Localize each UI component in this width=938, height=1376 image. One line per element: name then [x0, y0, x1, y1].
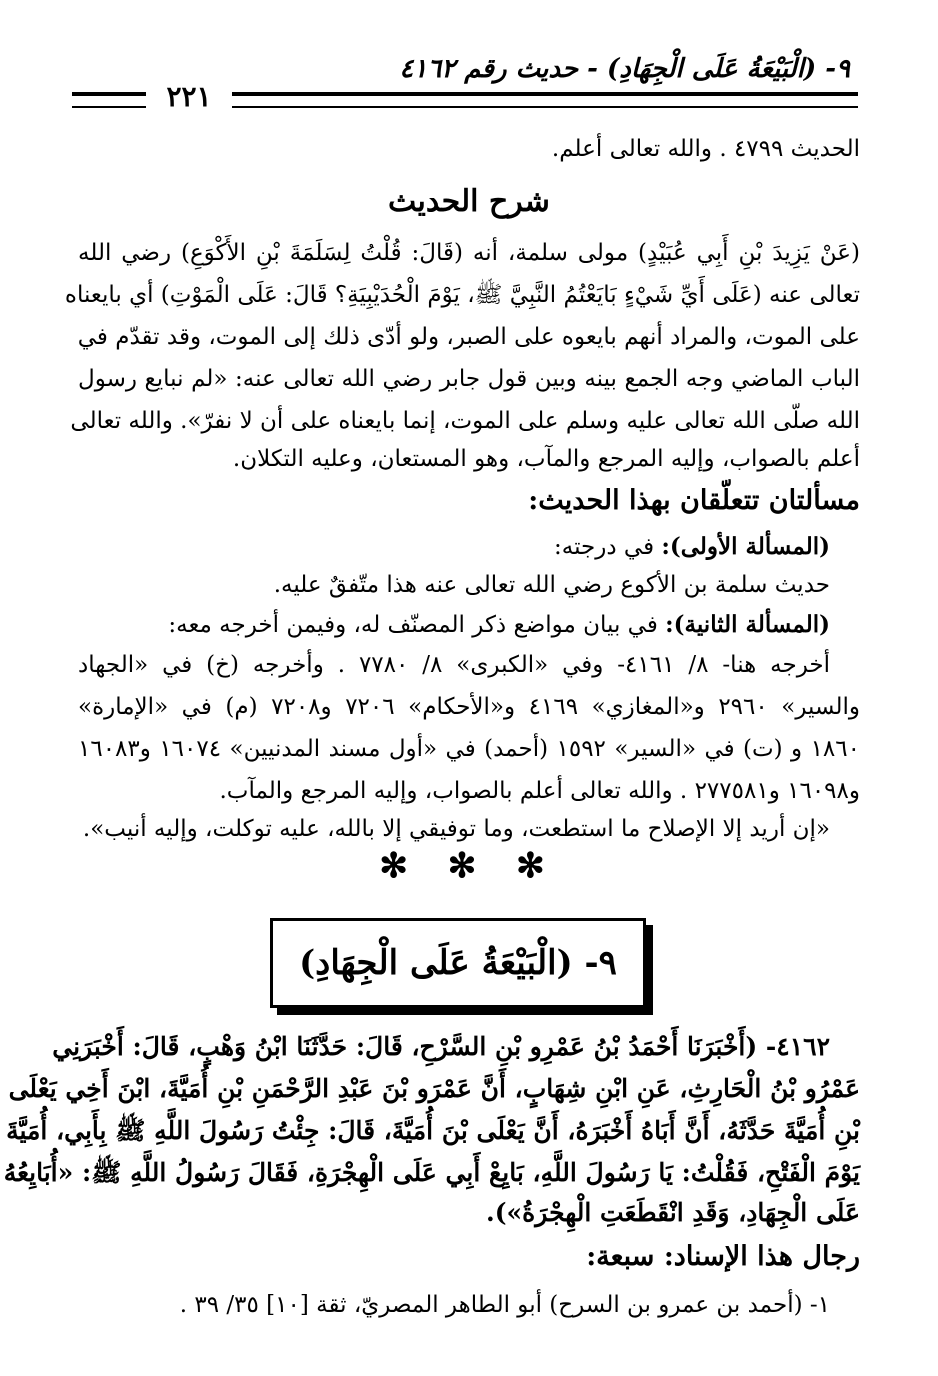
hadith-line: ٤١٦٢- (أَخْبَرَنَا أَحْمَدُ بْنُ عَمْرِو بْنِ السَّرْحِ، قَالَ: حَدَّثَنَا ابْنُ وَهْبٍ، قَالَ: أَخْبَرَنِي — [52, 1032, 830, 1061]
chapter-title-box — [270, 918, 646, 1008]
header-rule — [232, 92, 858, 108]
sharh-line: على الموت، والمراد أنهم بايعوه على الصبر، ولو أدّى ذلك إلى الموت، وقد تقدّم في — [77, 324, 860, 350]
sharh-line: (عَنْ يَزِيدَ بْنِ أَبِي عُبَيْدٍ) مولى سلمة، أنه (قَالَ: قُلْتُ لِسَلَمَةَ بْنِ الأَكْوَعِ) رضي الله — [78, 240, 860, 266]
sharh-line: أعلم بالصواب، وإليه المرجع والمآب، وهو المستعان، وعليه التكلان. — [232, 446, 860, 472]
header-rule-side — [72, 92, 146, 108]
sharh-line: الباب الماضي وجه الجمع بينه وبين قول جابر رضي الله تعالى عنه: «لم نبايع رسول — [78, 366, 860, 392]
section-separator: ✻ ✻ ✻ — [379, 846, 559, 886]
masala-two — [78, 608, 830, 642]
chapter-title: ٩- (الْبَيْعَةُ عَلَى الْجِهَادِ) — [299, 943, 617, 983]
page-number: ٢٢١ — [166, 80, 212, 113]
quran-quote: «إن أريد إلا الإصلاح ما استطعت، وما توفيقي إلا بالله، عليه توكلت، وإليه أنيب». — [82, 816, 830, 842]
rijal-heading: رجال هذا الإسناد: سبعة: — [586, 1241, 860, 1272]
hadith-line: يَوْمَ الْفَتْحِ، فَقُلْتُ: يَا رَسُولَ اللَّهِ، بَايِعْ أَبِي عَلَى الْهِجْرَةِ، فَقَالَ رَسُولُ اللَّهِ ﷺ: «أُبَايِعُهُ — [3, 1158, 860, 1187]
masala-one-text: حديث سلمة بن الأكوع رضي الله تعالى عنه هذا متّفقٌ عليه. — [273, 572, 830, 598]
masala-one-rest: في درجته: — [554, 534, 662, 560]
masala-one — [78, 530, 830, 564]
masala-one-label: (المسألة الأولى): — [661, 533, 830, 560]
masala-two-label: (المسألة الثانية): — [665, 611, 830, 638]
sharh-line: الله صلّى الله تعالى عليه وسلم على الموت، إنما بايعناه على أن لا نفرّ». والله تعالى — [70, 408, 860, 434]
takhrij-line: والسير» ٢٩٦٠ و«المغازي» ٤١٦٩ و«الأحكام» ٧٢٠٦ و٧٢٠٨ (م) في «الإمارة» — [78, 694, 861, 720]
running-head: ٩- (الْبَيْعَةُ عَلَى الْجِهَادِ) - حديث رقم ٤١٦٢ — [399, 54, 850, 84]
takhrij-line: أخرجه هنا- ٨/ ٤١٦١- وفي «الكبرى» ٨/ ٧٧٨٠ . وأخرجه (خ) في «الجهاد — [78, 652, 831, 678]
closing-line: الحديث ٤٧٩٩ . والله تعالى أعلم. — [551, 136, 860, 162]
sharh-title: شرح الحديث — [388, 184, 550, 219]
takhrij-line: ١٨٦٠ و (ت) في «السير» ١٥٩٢ (أحمد) في «أول مسند المدنيين» ١٦٠٧٤ و١٦٠٨٣ — [78, 736, 860, 762]
rijal-entry: ١- (أحمد بن عمرو بن السرح) أبو الطاهر المصريّ، ثقة [١٠] ٣٥/ ٣٩ . — [179, 1292, 830, 1318]
masail-heading: مسألتان تتعلّقان بهذا الحديث: — [528, 485, 860, 516]
hadith-line: عَلَى الْجِهَادِ، وَقَدِ انْقَطَعَتِ الْهِجْرَةُ»). — [486, 1198, 860, 1227]
sharh-line: تعالى عنه (عَلَى أَيِّ شَيْءٍ بَايَعْتُمُ النَّبِيَّ ﷺ، يَوْمَ الْحُدَيْبِيَةِ؟ قَالَ: عَلَى الْمَوْتِ) أي بايعناه — [64, 282, 860, 308]
masala-two-rest: في بيان مواضع ذكر المصنّف له، وفيمن أخرجه معه: — [168, 612, 666, 638]
hadith-line: بْنِ أُمَيَّةَ حَدَّثَهُ، أَنَّ أَبَاهُ أَخْبَرَهُ، أَنَّ يَعْلَى بْنَ أُمَيَّةَ، قَالَ: جِئْتُ رَسُولَ اللَّهِ ﷺ بِأَبِي، أُمَيَّةَ — [6, 1116, 860, 1145]
hadith-line: عَمْرُو بْنُ الْحَارِثِ، عَنِ ابْنِ شِهَابٍ، أَنَّ عَمْرَو بْنَ عَبْدِ الرَّحْمَنِ بْنِ أُمَيَّةَ، ابْنَ أَخِي يَعْلَى — [8, 1074, 860, 1103]
takhrij-line: و١٦٠٩٨ و٢٧٧٥٨١ . والله تعالى أعلم بالصواب، وإليه المرجع والمآب. — [219, 778, 860, 804]
